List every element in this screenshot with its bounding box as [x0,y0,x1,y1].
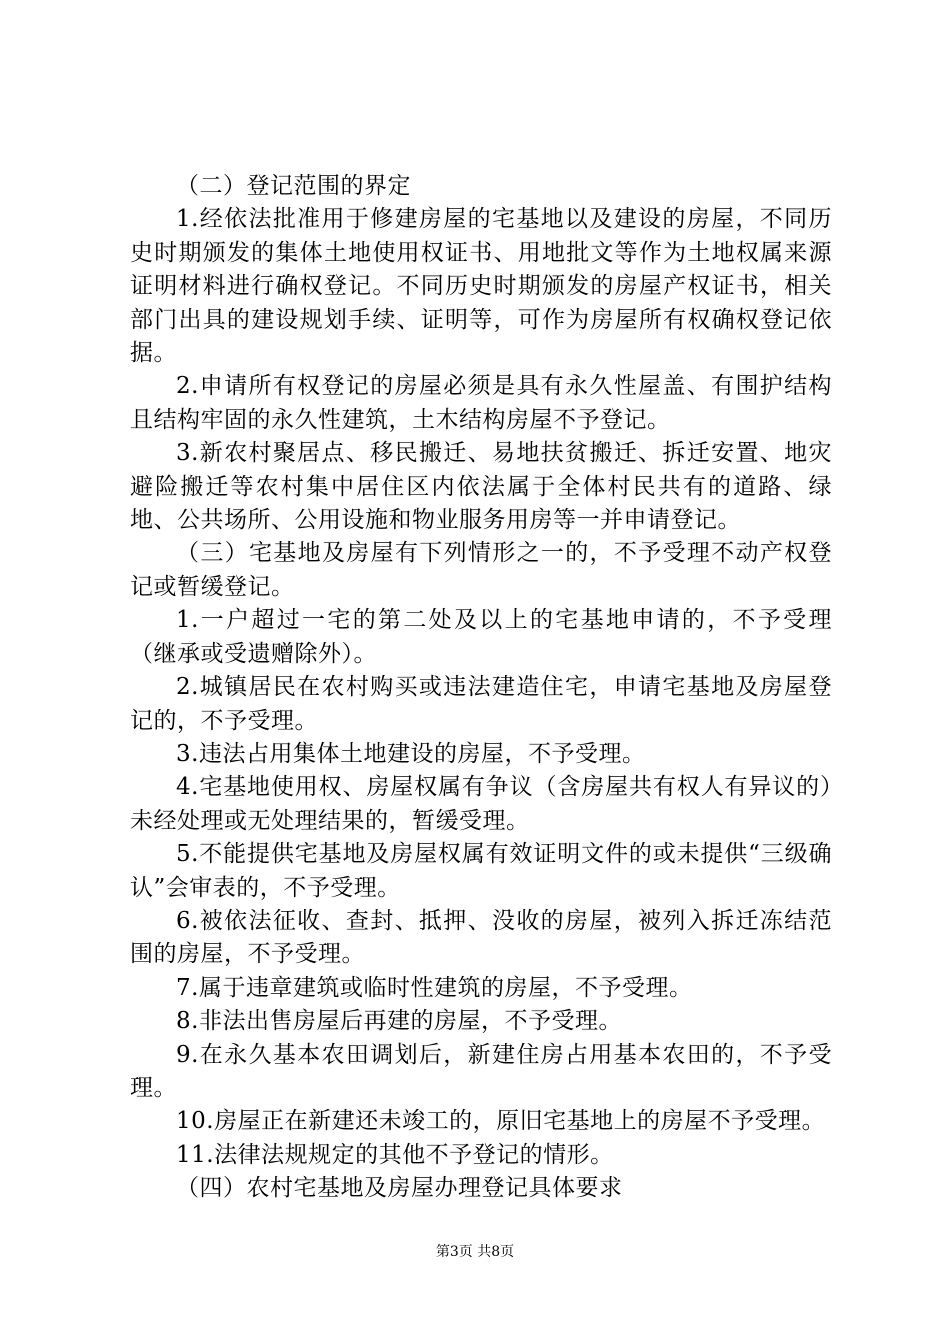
document-body [130,170,832,1206]
paragraph: 3.新农村聚居点、移民搬迁、易地扶贫搬迁、拆迁安置、地灾避险搬迁等农村集中居住区内依法属于全体村民共有的道路、绿地、公共场所、公用设施和物业服务用房等一并申请登记。 [130,440,832,534]
page-footer: 第3页 共8页 [435,1244,515,1260]
paragraph: 2.城镇居民在农村购买或违法建造住宅，申请宅基地及房屋登记的，不予受理。 [130,674,832,734]
paragraph: 2.申请所有权登记的房屋必须是具有永久性屋盖、有围护结构且结构牢固的永久性建筑，土木结构房屋不予登记。 [130,373,832,433]
paragraph: 5.不能提供宅基地及房屋权属有效证明文件的或未提供“三级确认”会审表的，不予受理。 [130,841,832,901]
paragraph: 1.一户超过一宅的第二处及以上的宅基地申请的，不予受理（继承或受遗赠除外）。 [130,607,832,667]
paragraph: 10.房屋正在新建还未竣工的，原旧宅基地上的房屋不予受理。 [176,1108,826,1135]
paragraph: 3.违法占用集体土地建设的房屋，不予受理。 [176,740,646,767]
paragraph: 6.被依法征收、查封、抵押、没收的房屋，被列入拆迁冻结范围的房屋，不予受理。 [130,907,832,968]
paragraph: 11.法律法规规定的其他不予登记的情形。 [176,1141,614,1168]
paragraph: 4.宅基地使用权、房屋权属有争议（含房屋共有权人有异议的）未经处理或无处理结果的，暂缓受理。 [130,774,832,834]
paragraph: 8.非法出售房屋后再建的房屋，不予受理。 [176,1008,622,1035]
section-heading-2: （二）登记范围的界定 [176,173,411,199]
paragraph: 7.属于违章建筑或临时性建筑的房屋，不予受理。 [176,974,693,1001]
paragraph: 9.在永久基本农田调划后，新建住房占用基本农田的，不予受理。 [130,1041,832,1101]
section-heading-4: （四）农村宅基地及房屋办理登记具体要求 [176,1175,623,1202]
section-heading-3: （三）宅基地及房屋有下列情形之一的，不予受理不动产权登记或暂缓登记。 [130,540,832,600]
paragraph: 1.经依法批准用于修建房屋的宅基地以及建设的房屋，不同历史时期颁发的集体土地使用权证书、用地批文等作为土地权属来源证明材料进行确权登记。不同历史时期颁发的房屋产权证书，相关部门出具的建设规划手续、证明等，可作为房屋所有权确权登记依据。 [130,206,832,367]
